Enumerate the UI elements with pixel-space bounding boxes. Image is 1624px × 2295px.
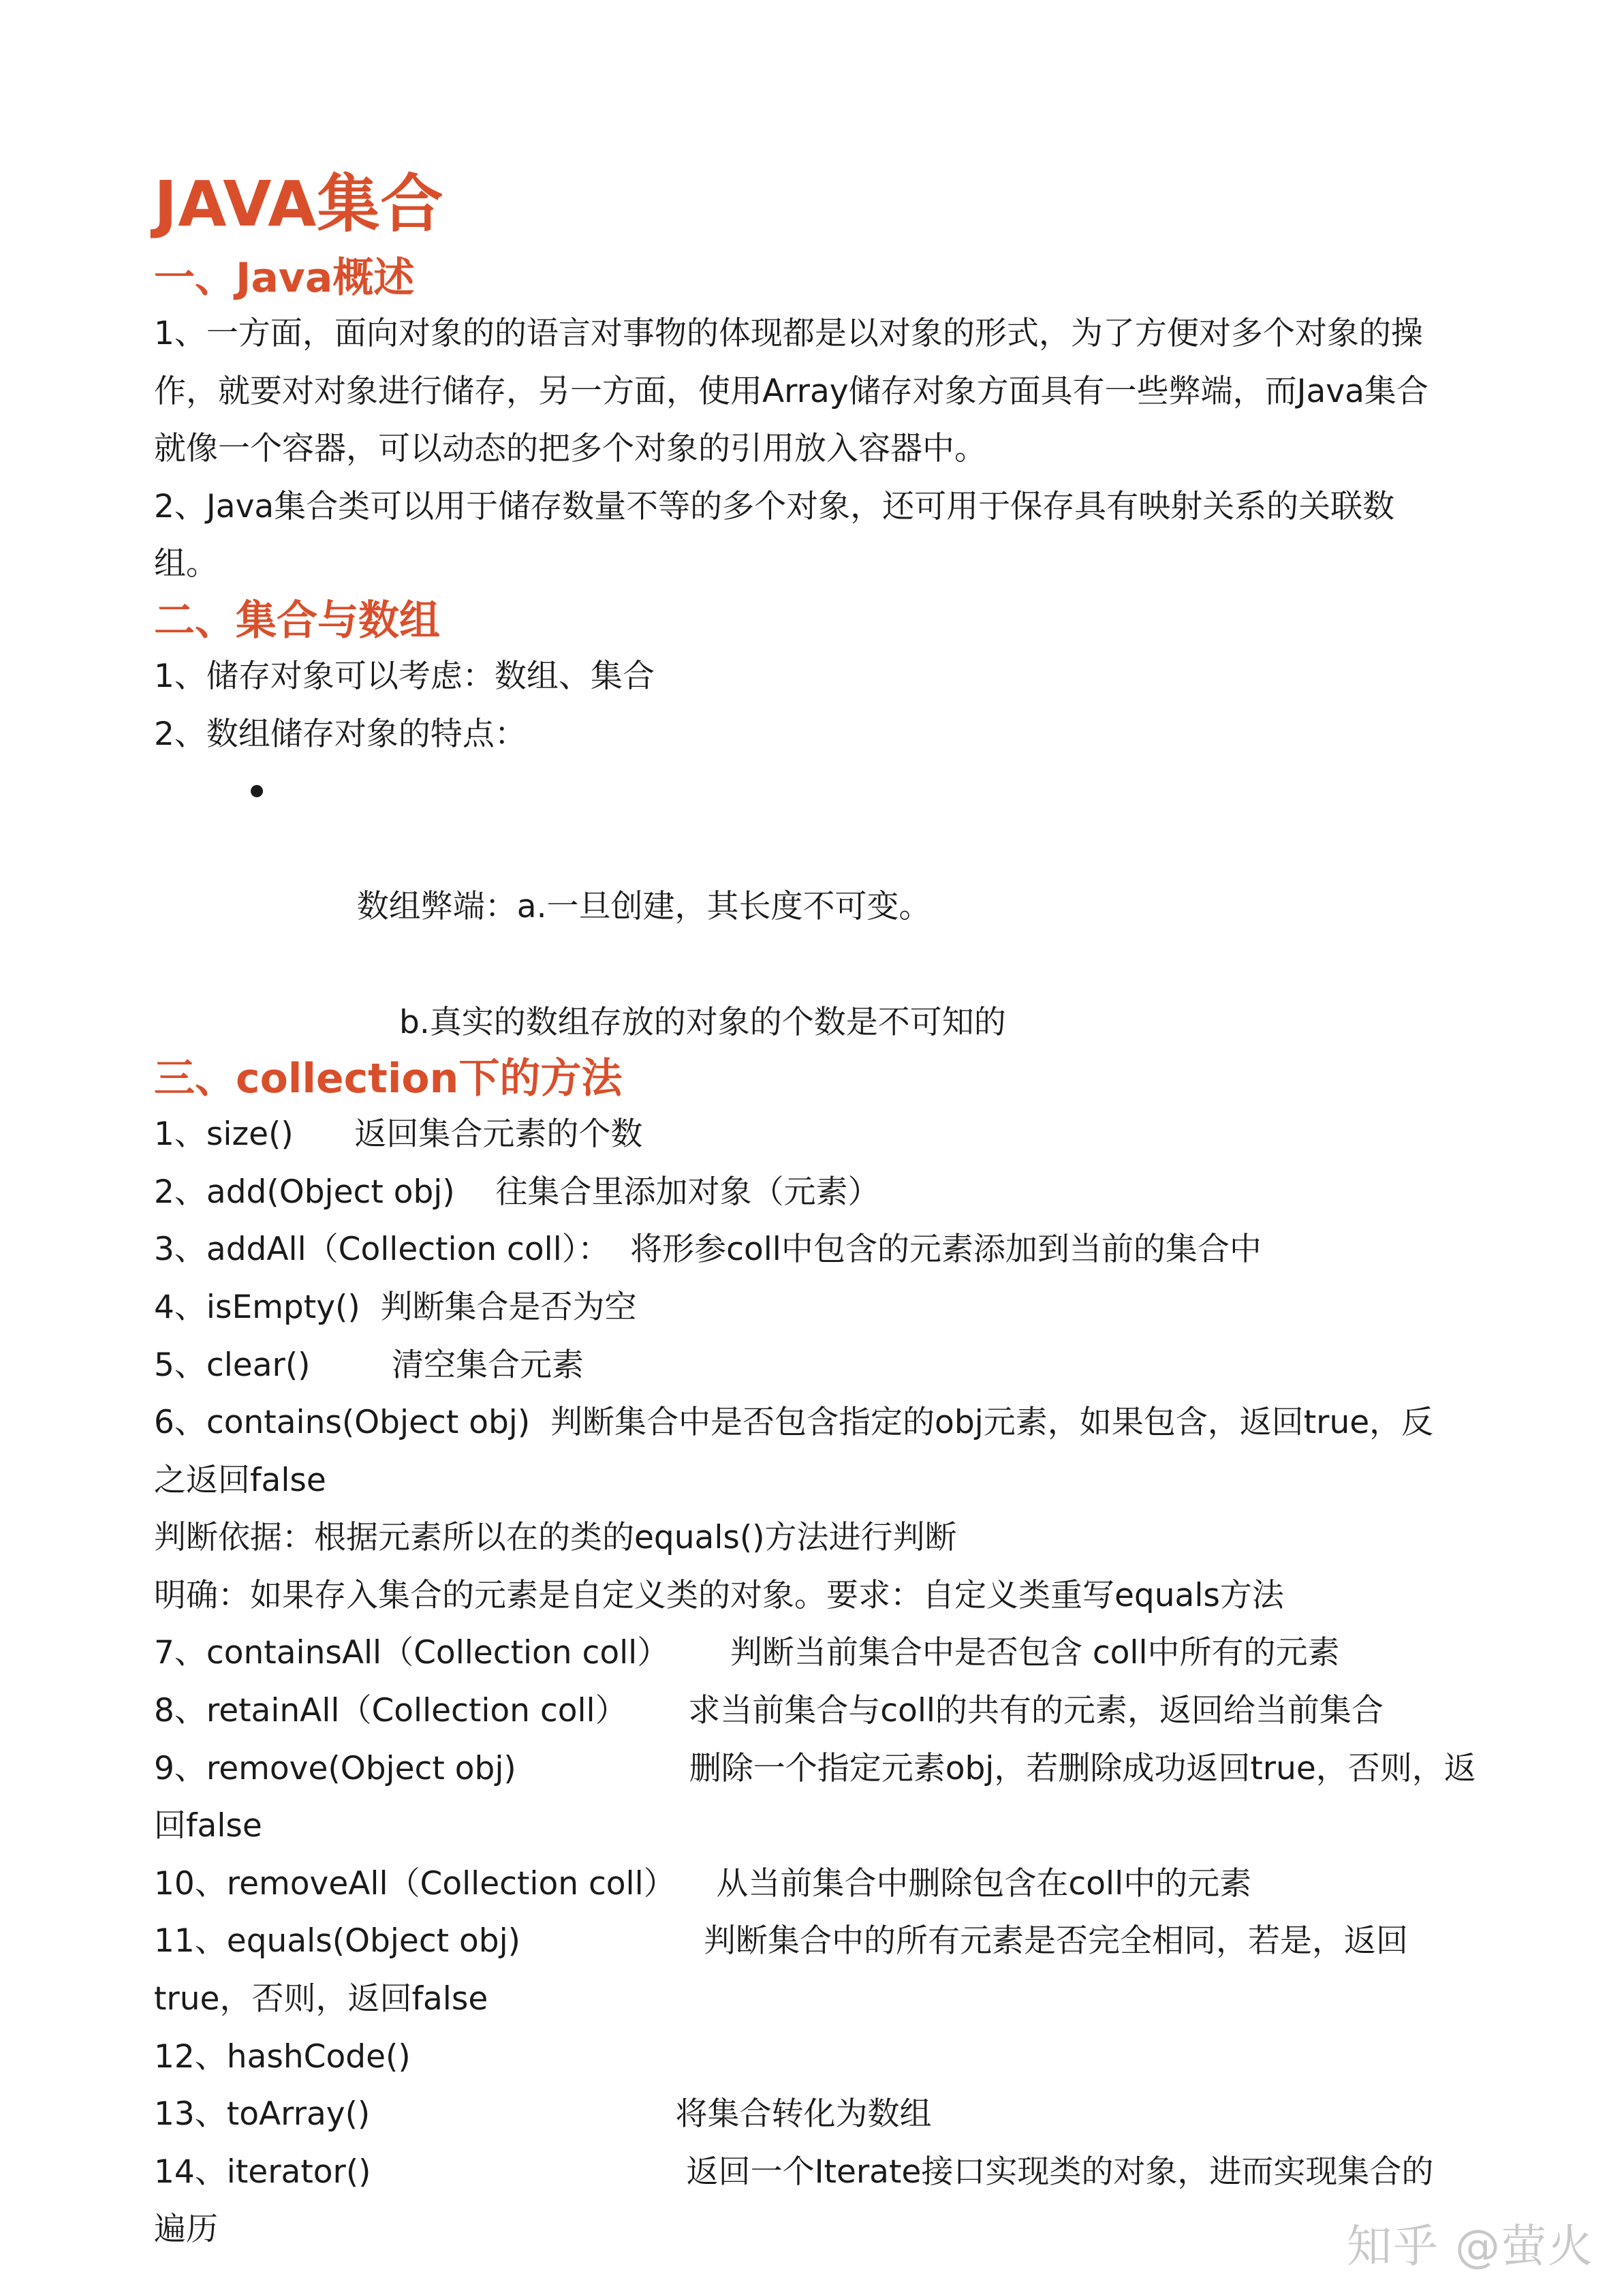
method-line: true，否则，返回false (154, 1980, 488, 2018)
method-line: 2、add(Object obj) 往集合里添加对象（元素） (154, 1173, 880, 1211)
method-line: 12、hashCode() (154, 2037, 411, 2076)
method-line: 5、clear() 清空集合元素 (154, 1346, 584, 1384)
text-line: 就像一个容器，可以动态的把多个对象的引用放入容器中。 (154, 430, 986, 468)
text-line: 2、Java集合类可以用于储存数量不等的多个对象，还可用于保存具有映射关系的关联数 (154, 487, 1395, 525)
method-line: 1、size() 返回集合元素的个数 (154, 1115, 643, 1154)
method-line: 判断依据：根据元素所以在的类的equals()方法进行判断 (154, 1519, 957, 1557)
method-line: 11、equals(Object obj) 判断集合中的所有元素是否完全相同，若是，返回 (154, 1922, 1408, 1960)
method-line: 8、retainAll（Collection coll） 求当前集合与coll的共有的元素，返回给当前集合 (154, 1692, 1384, 1730)
section-heading-collection-vs-array: 二、集合与数组 (154, 596, 440, 645)
method-line: 3、addAll（Collection coll）： 将形参coll中包含的元素添加到当前的集合中 (154, 1231, 1262, 1269)
method-line: 7、containsAll（Collection coll） 判断当前集合中是否包含 coll中所有的元素 (154, 1634, 1340, 1672)
document-page (154, 164, 1482, 2259)
method-line: 之返回false (154, 1461, 326, 1499)
method-line: 4、isEmpty() 判断集合是否为空 (154, 1288, 637, 1326)
text-line: 作，就要对对象进行储存，另一方面，使用Array储存对象方面具有一些弊端，而Java集合 (154, 372, 1428, 410)
watermark: 知乎 @萤火 (1347, 2220, 1594, 2273)
section-heading-overview: 一、Java概述 (154, 254, 415, 302)
text-line: 组。 (154, 545, 218, 583)
method-line: 遍历 (154, 2211, 218, 2249)
bullet-dot-icon (251, 785, 263, 797)
bullet-text: 数组弊端：a.一旦创建，其长度不可变。 (356, 888, 931, 926)
method-line: 9、remove(Object obj) 删除一个指定元素obj，若删除成功返回true，否则，返 (154, 1749, 1476, 1787)
bullet-sub-text: b.真实的数组存放的对象的个数是不可知的 (399, 1003, 1006, 1041)
method-line: 回false (154, 1807, 262, 1845)
text-line: 1、储存对象可以考虑：数组、集合 (154, 657, 655, 695)
method-line: 6、contains(Object obj) 判断集合中是否包含指定的obj元素，如果包含，返回true，反 (154, 1404, 1434, 1442)
bullet-item (154, 763, 1482, 994)
method-line: 14、iterator() 返回一个Iterate接口实现类的对象，进而实现集合的 (154, 2153, 1434, 2191)
text-line: 1、一方面，面向对象的的语言对事物的体现都是以对象的形式，为了方便对多个对象的操 (154, 315, 1423, 352)
text-line: 2、数组储存对象的特点： (154, 715, 527, 753)
method-line: 明确：如果存入集合的元素是自定义类的对象。要求：自定义类重写equals方法 (154, 1576, 1284, 1614)
method-line: 13、toArray() 将集合转化为数组 (154, 2095, 932, 2134)
method-line: 10、removeAll（Collection coll） 从当前集合中删除包含在coll中的元素 (154, 1864, 1252, 1903)
section-heading-collection-methods: 三、collection下的方法 (154, 1055, 623, 1103)
page-title: JAVA集合 (154, 168, 444, 241)
